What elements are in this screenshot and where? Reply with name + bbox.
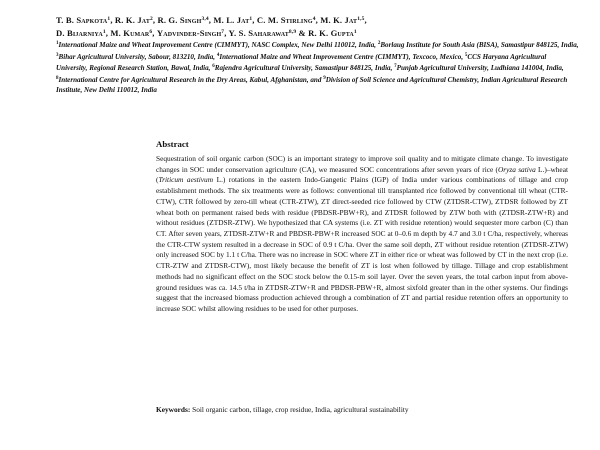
author: C. M. Stirling$^4$ <box>256 15 316 25</box>
affiliation: International Centre for Agricultural Research in the Dry Areas, Kabul, Afghanistan, and <box>58 75 322 84</box>
affiliation: Bihar Agricultural University, Sabour, 813210, India, <box>58 52 216 61</box>
affiliation: Division of Soil Science and Agricultural Chemistry, Indian Agricultural Research Institute, New Delhi 110012, India <box>56 75 568 94</box>
author: R. G. Singh$^{3,4}$ <box>157 15 209 25</box>
author-line-2: D. Bijarniya$^1$, M. Kumar$^6$, Yadvinder-Singh$^7$, Y. S. Saharawat$^{8,9}$ & R. K. Gupta$^1$ <box>56 28 357 38</box>
author: Y. S. Saharawat$^{8,9}$ <box>228 28 297 38</box>
wheat-scientific-name: Triticum aestivum <box>158 175 214 185</box>
affiliation: Punjab Agricultural University, Ludhiana 141004, India, <box>396 64 564 72</box>
author: T. B. Sapkota$^1$ <box>56 15 111 25</box>
affiliation: Borlaug Institute for South Asia (BISA), Samastipur 848125, India, <box>380 41 579 49</box>
author: M. L. Jat$^1$ <box>213 15 253 25</box>
author: M. K. Jat$^{1,5}$ <box>320 15 365 25</box>
affiliation: Rajendra Agricultural University, Samastipur 848125, India, <box>214 64 393 72</box>
abstract-body: Sequestration of soil organic carbon (SOC) is an important strategy to improve soil quality and to mitigate climate change. To investigate changes in SOC under conservation agriculture (CA), we measured SOC concentrations after seven years of rice (Oryza sativa L.)–wheat (Triticum aestivum L.) rotations in the eastern Indo-Gangetic Plains (IGP) of India under various combinations of tillage and crop establishment methods. The six treatments were as follows: conventional till transplanted rice followed by conventional till wheat (CTR-CTW), CTR followed by zero-till wheat (CTR-ZTW), ZT direct-seeded rice followed by CTW (ZTDSR-CTW), ZTDSR followed by ZT wheat both on permanent raised beds with residue (PBDSR-PBW+R), and ZTDSR followed by ZTW both with (ZTDSR-ZTW+R) and without residues (ZTDSR-ZTW). We hypothesized that CA systems (i.e. ZT with residue retention) would sequester more carbon (C) than CT. After seven years, ZTDSR-ZTW+R and PBDSR-PBW+R increased SOC at 0–0.6 m depth by 4.7 and 3.0 t C/ha, respectively, whereas the CTR-CTW system resulted in a decrease in SOC of 0.9 t C/ha. Over the same soil depth, ZT without residue retention (ZTDSR-ZTW) only increased SOC by 1.1 t C/ha. There was no increase in SOC where ZT in either rice or wheat was followed by CT in the next crop (i.e. CTR-ZTW and ZTDSR-CTW), most likely because the benefit of ZT is lost when followed by tillage. Tillage and crop establishment methods had no significant effect on the SOC stock below the 0.15-m soil layer. Over the seven years, the total carbon input from above-ground residues was ca. 14.5 t/ha in ZTDSR-ZTW+R and PBDSR-PBW+R, almost sixfold greater than in the other systems. Our findings suggest that the increased biomass production achieved through a combination of ZT and partial residue retention offers an opportunity to increase SOC whilst allowing residues to be used for other purposes. <box>156 154 568 314</box>
author: M. Kumar$^6$ <box>110 28 153 38</box>
author: D. Bijarniya$^1$ <box>56 28 106 38</box>
author: R. K. Jat$^2$ <box>114 15 153 25</box>
keywords-label: Keywords: <box>156 405 191 414</box>
author: & R. K. Gupta$^1$ <box>298 28 357 38</box>
affiliation: International Maize and Wheat Improvement Centre (CIMMYT), Texcoco, Mexico, <box>219 52 464 61</box>
keywords-text: Soil organic carbon, tillage, crop residue, India, agricultural sustainability <box>192 405 409 414</box>
author-list <box>56 13 576 39</box>
keywords <box>156 405 568 416</box>
affiliation: International Maize and Wheat Improvement Centre (CIMMYT), NASC Complex, New Delhi 110012, India, <box>58 41 377 49</box>
author-line-1: T. B. Sapkota$^1$, R. K. Jat$^2$, R. G. Singh$^{3,4}$, M. L. Jat$^1$, C. M. Stirling$^4$, M. K. Jat$^{1,5}$, <box>56 15 367 25</box>
abstract-heading: Abstract <box>156 139 189 149</box>
affiliations: $^1$International Maize and Wheat Improvement Centre (CIMMYT), NASC Complex, New Delhi 110012, India, $^2$Borlaug Institute for South Asia (BISA), Samastipur 848125, India, $^3$Bihar Agricultural University, Sabour, 813210, India, $^4$International Maize and Wheat Improvement Centre (CIMMYT), Texcoco, Mexico, $^5$CCS Haryana Agricultural University, Regional Research Station, Bawal, India, $^6$Rajendra Agricultural University, Samastipur 848125, India, $^7$Punjab Agricultural University, Ludhiana 141004, India, $^8$International Centre for Agricultural Research in the Dry Areas, Kabul, Afghanistan, and $^9$Division of Soil Science and Agricultural Chemistry, Indian Agricultural Research Institute, New Delhi 110012, India <box>56 41 579 94</box>
rice-scientific-name: Oryza sativa <box>497 164 536 174</box>
affiliation: CCS Haryana Agricultural University, Regional Research Station, Bawal, India, <box>56 52 547 72</box>
author: Yadvinder-Singh$^7$ <box>156 28 225 38</box>
